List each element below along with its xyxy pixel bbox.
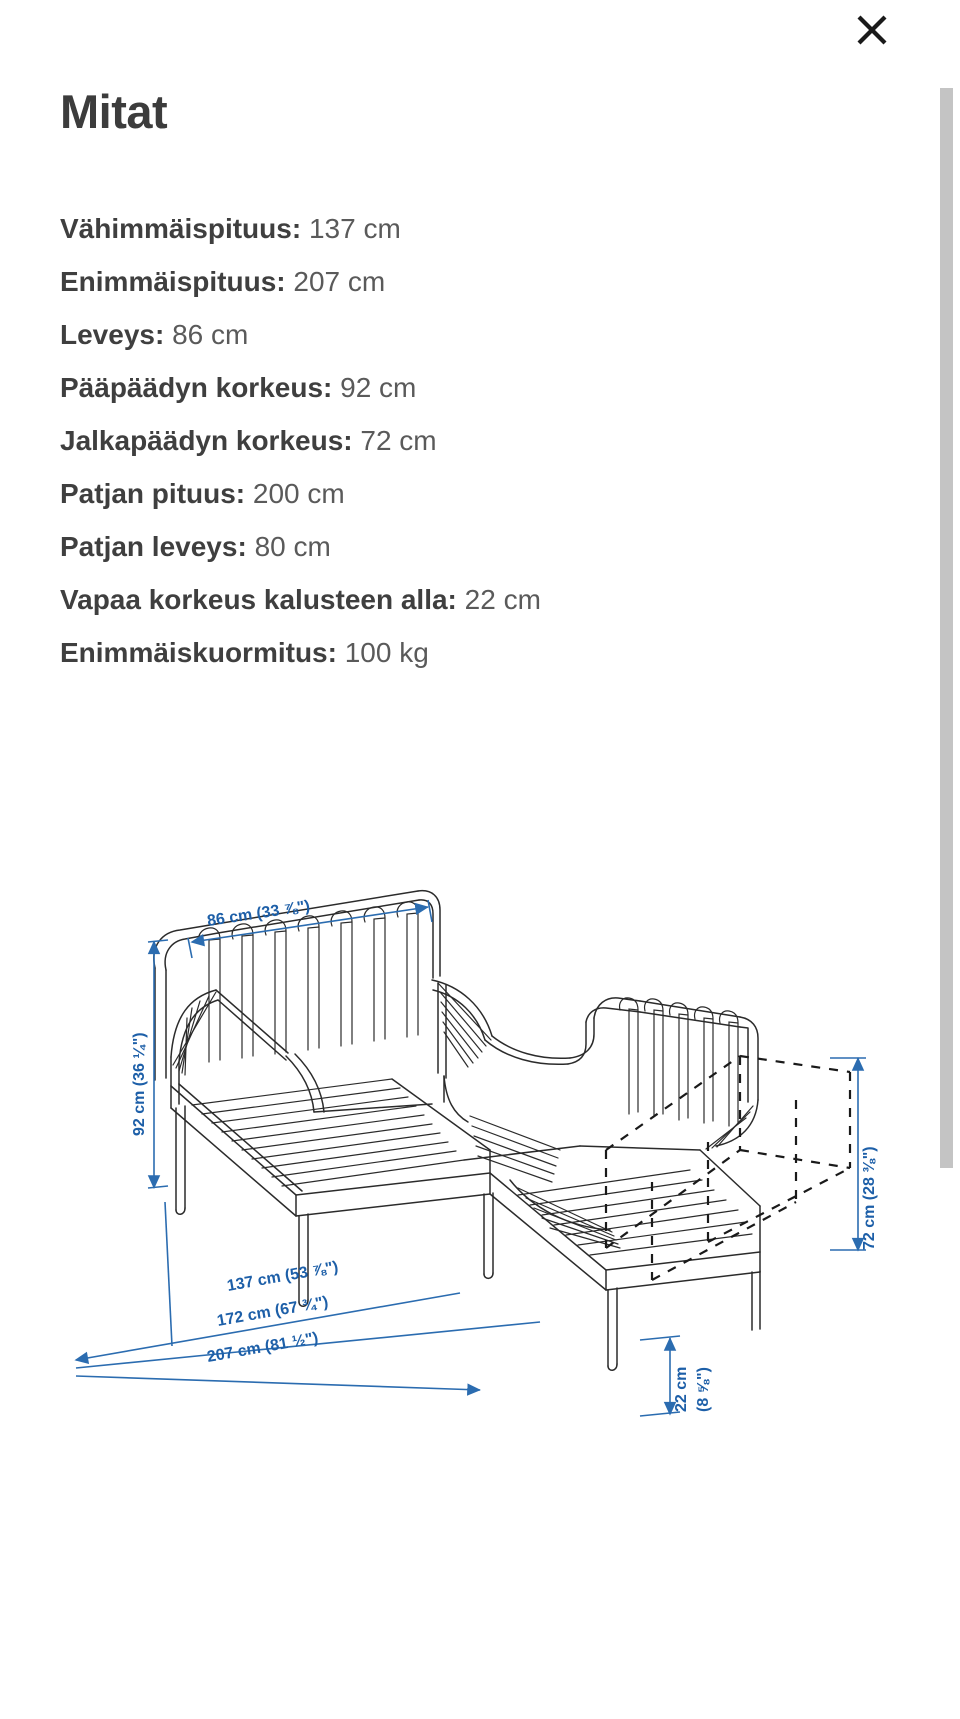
list-item — [60, 202, 860, 255]
extended-position-ghost — [606, 1056, 850, 1280]
extension-line-length-min — [165, 1202, 172, 1346]
list-item — [60, 255, 860, 308]
spec-value: 86 cm — [172, 319, 249, 350]
list-item — [60, 573, 860, 626]
dimension-label-clearance-1: 22 cm — [673, 1366, 690, 1412]
spec-label: Leveys: — [60, 319, 165, 350]
close-button[interactable] — [838, 0, 906, 60]
extension-line-top-left — [188, 938, 192, 958]
bed-illustration-strokes — [154, 891, 850, 1371]
list-item — [60, 361, 860, 414]
extension-line-left-bottom — [148, 1186, 168, 1188]
dimension-label-length-mid: 172 cm (67 ¾") — [215, 1293, 330, 1330]
dimension-label-clearance-2: (8 ⅝") — [695, 1367, 712, 1412]
close-icon — [852, 10, 892, 50]
spec-value: 80 cm — [254, 531, 331, 562]
spec-label: Pääpäädyn korkeus: — [60, 372, 333, 403]
spec-label: Patjan pituus: — [60, 478, 246, 509]
spec-value: 22 cm — [464, 584, 541, 615]
extension-line-left-top — [148, 940, 168, 942]
dimension-label-length-min: 137 cm (53 ⅞") — [225, 1258, 340, 1295]
spec-label: Enimmäiskuormitus: — [60, 637, 337, 668]
list-item — [60, 520, 860, 573]
spec-value: 207 cm — [293, 266, 386, 297]
dimension-label-head-height: 92 cm (36 ¼") — [131, 1032, 148, 1136]
dimensions-list — [60, 202, 860, 679]
dimension-annotations — [76, 898, 878, 1416]
dimension-label-length-max: 207 cm (81 ½") — [205, 1329, 320, 1366]
spec-value: 92 cm — [340, 372, 417, 403]
list-item — [60, 414, 860, 467]
spec-label: Jalkapäädyn korkeus: — [60, 425, 353, 456]
list-item — [60, 467, 860, 520]
spec-value: 100 kg — [344, 637, 429, 668]
bed-dimensions-drawing — [40, 850, 920, 1470]
list-item — [60, 626, 860, 679]
spec-label: Enimmäispituus: — [60, 266, 286, 297]
spec-label: Vapaa korkeus kalusteen alla: — [60, 584, 457, 615]
dimension-label-foot-height: 72 cm (28 ⅜") — [861, 1146, 878, 1250]
scrollbar-thumb[interactable] — [940, 88, 953, 1168]
spec-label: Vähimmäispituus: — [60, 213, 302, 244]
spec-value: 200 cm — [252, 478, 345, 509]
spec-value: 137 cm — [308, 213, 401, 244]
page-title: Mitat — [60, 85, 168, 138]
dimension-label-width: 86 cm (33 ⅞") — [206, 897, 312, 930]
dimension-arrow-length-max — [76, 1376, 480, 1390]
spec-value: 72 cm — [360, 425, 437, 456]
spec-label: Patjan leveys: — [60, 531, 247, 562]
list-item — [60, 308, 860, 361]
extension-line-clearance-top — [640, 1336, 680, 1340]
